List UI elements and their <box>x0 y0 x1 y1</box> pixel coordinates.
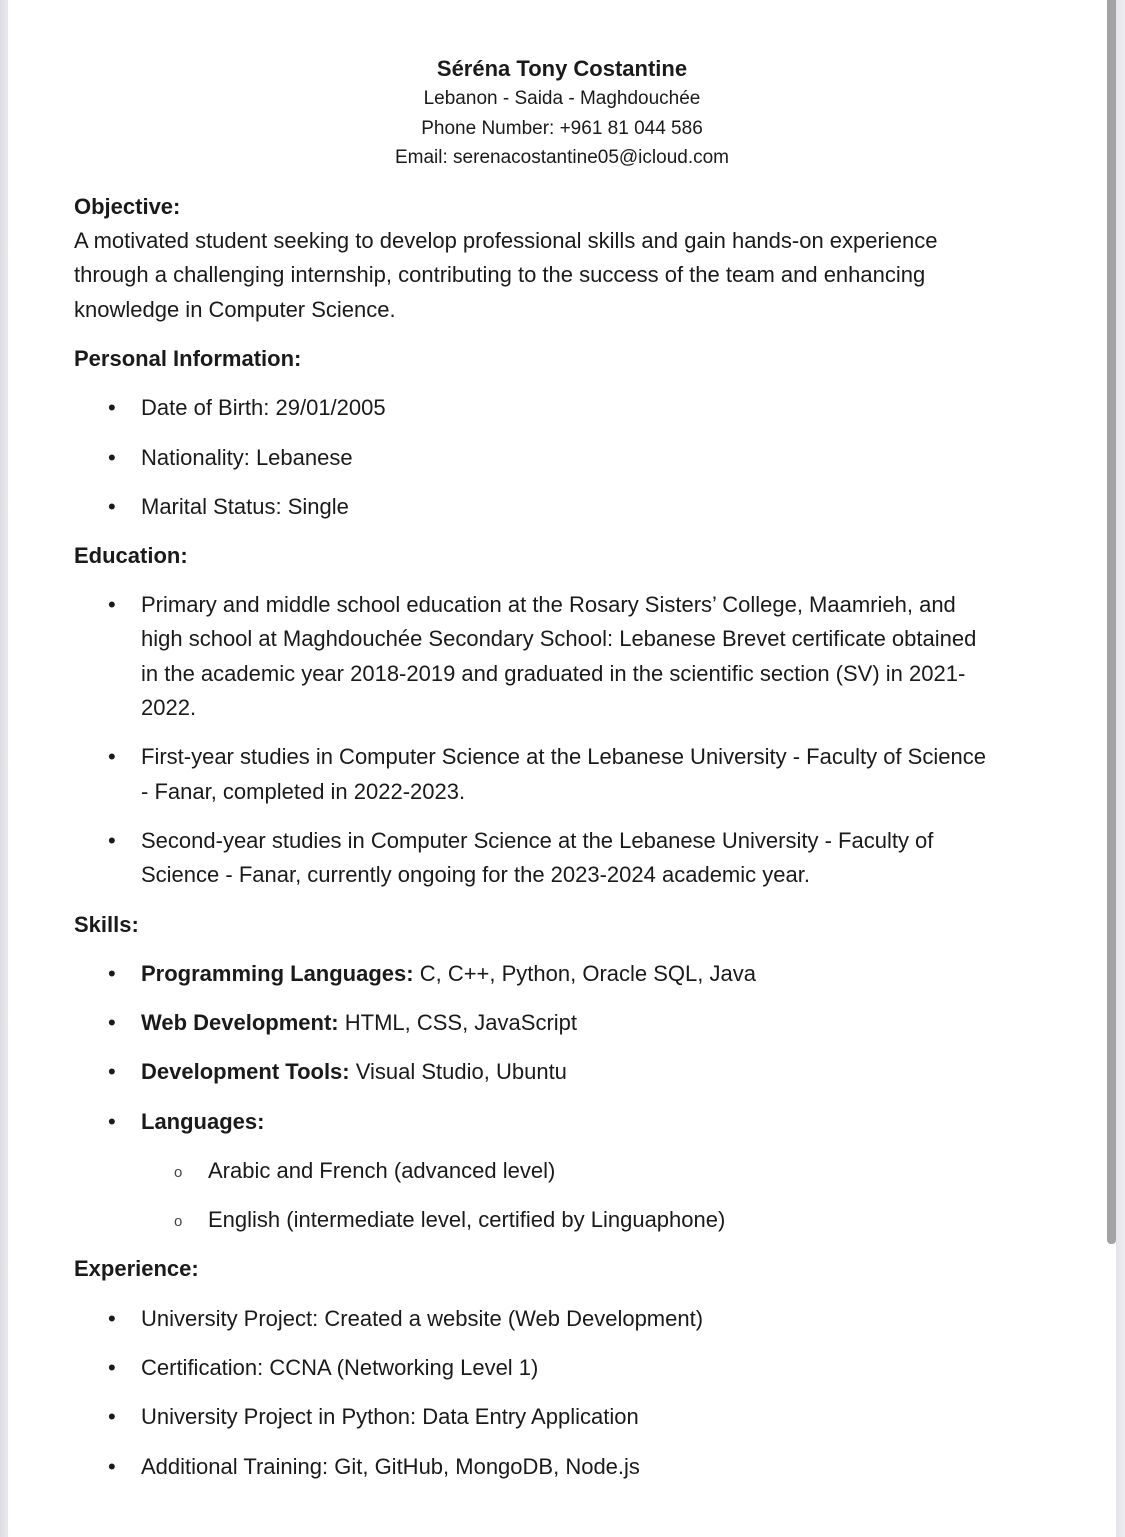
personal-info-item: Marital Status: Single <box>141 494 349 519</box>
bullet-icon: • <box>108 445 116 470</box>
skill-label: Programming Languages: <box>141 961 414 986</box>
experience-item: University Project: Created a website (Web Development) <box>141 1306 704 1331</box>
skill-value: HTML, CSS, JavaScript <box>338 1010 578 1035</box>
bullet-icon: • <box>108 1059 116 1084</box>
circle-bullet-icon: o <box>174 1213 183 1230</box>
personal-info-heading: Personal Information: <box>74 346 302 371</box>
education-item-line: 2022. <box>141 695 197 720</box>
experience-heading: Experience: <box>74 1256 199 1281</box>
skill-value: Visual Studio, Ubuntu <box>349 1059 567 1084</box>
bullet-icon: • <box>108 1454 116 1479</box>
skill-item <box>141 1006 1061 1041</box>
skill-value: C, C++, Python, Oracle SQL, Java <box>413 961 756 986</box>
objective-line: knowledge in Computer Science. <box>74 297 396 322</box>
resume-header <box>8 54 1116 173</box>
education-item-line: Primary and middle school education at the Rosary Sisters’ College, Maamrieh, and <box>141 592 956 617</box>
skill-label: Languages: <box>141 1109 265 1134</box>
education-item-line: - Fanar, completed in 2022-2023. <box>141 779 466 804</box>
education-item-line: in the academic year 2018-2019 and graduated in the scientific section (SV) in 2021- <box>141 661 966 686</box>
bullet-icon: • <box>108 1355 116 1380</box>
email: Email: serenacostantine05@icloud.com <box>394 147 729 168</box>
circle-bullet-icon: o <box>174 1164 183 1181</box>
address: Lebanon - Saida - Maghdouchée <box>423 88 701 109</box>
education-item-line: First-year studies in Computer Science at the Lebanese University - Faculty of Science <box>141 744 986 769</box>
personal-info-item: Date of Birth: 29/01/2005 <box>141 395 386 420</box>
objective-line: A motivated student seeking to develop professional skills and gain hands-on experience <box>74 228 938 253</box>
bullet-icon: • <box>108 961 116 986</box>
skill-item <box>141 957 1061 992</box>
document-page <box>8 0 1116 1537</box>
education-heading: Education: <box>74 543 188 568</box>
skill-item <box>141 1055 1061 1090</box>
personal-info-item: Nationality: Lebanese <box>141 445 353 470</box>
experience-item: Additional Training: Git, GitHub, MongoDB, Node.js <box>141 1454 640 1479</box>
bullet-icon: • <box>108 395 116 420</box>
language-item: Arabic and French (advanced level) <box>208 1158 556 1183</box>
phone-number: Phone Number: +961 81 044 586 <box>421 117 703 139</box>
education-item-line: high school at Maghdouchée Secondary School: Lebanese Brevet certificate obtained <box>141 626 977 651</box>
skill-item <box>141 1105 1061 1140</box>
skill-label: Web Development: <box>141 1010 339 1035</box>
bullet-icon: • <box>108 494 116 519</box>
experience-item: University Project in Python: Data Entry Application <box>141 1404 639 1429</box>
objective-heading: Objective: <box>74 194 181 219</box>
bullet-icon: • <box>108 592 116 617</box>
bullet-icon: • <box>108 1010 116 1035</box>
skills-heading: Skills: <box>74 912 139 937</box>
bullet-icon: • <box>108 1109 116 1134</box>
experience-item: Certification: CCNA (Networking Level 1) <box>141 1355 539 1380</box>
bullet-icon: • <box>108 828 116 853</box>
scrollbar-track[interactable] <box>1116 0 1125 1537</box>
bullet-icon: • <box>108 1404 116 1429</box>
objective-line: through a challenging internship, contributing to the success of the team and enhancing <box>74 262 926 287</box>
candidate-name: Séréna Tony Costantine <box>436 56 688 81</box>
language-item: English (intermediate level, certified by Linguaphone) <box>208 1207 726 1232</box>
bullet-icon: • <box>108 1306 116 1331</box>
education-item-line: Science - Fanar, currently ongoing for the 2023-2024 academic year. <box>141 862 810 887</box>
scrollbar-thumb[interactable] <box>1107 0 1116 1244</box>
bullet-icon: • <box>108 744 116 769</box>
education-item-line: Second-year studies in Computer Science at the Lebanese University - Faculty of <box>141 828 934 853</box>
viewer-left-edge <box>0 0 7 1537</box>
skill-label: Development Tools: <box>141 1059 350 1084</box>
